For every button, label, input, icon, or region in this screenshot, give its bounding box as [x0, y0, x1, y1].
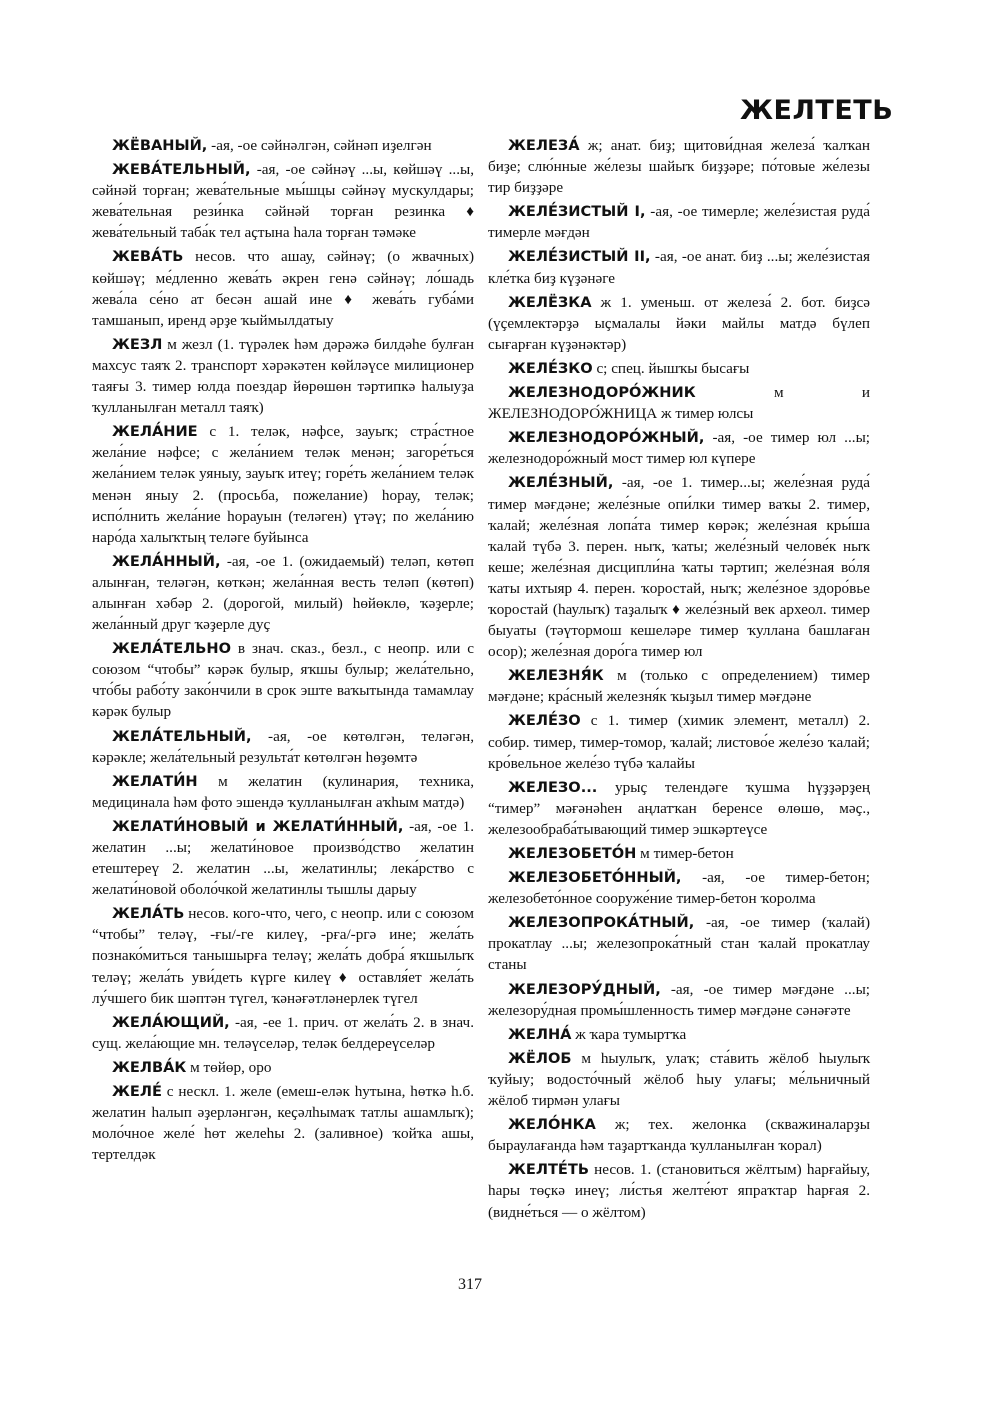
headword: ЖЕЛЕ́ЗО — [508, 712, 581, 730]
definition: -ая, -ое анат. биҙ ...ы; желе́зистая кле́тка биҙ күҙәнәге — [488, 248, 870, 287]
definition: м и ЖЕЛЕЗНОДОРО́ЖНИЦА ж тимер юлсы — [488, 384, 870, 423]
left-column — [92, 135, 474, 1168]
definition: -ая, -ое тимер-бетон; железобето́нное сооруже́ние тимер-бетон ҡоролма — [488, 869, 870, 908]
dictionary-entry — [92, 726, 474, 768]
headword: ЖЕЛНА́ — [508, 1025, 572, 1043]
dictionary-entry — [488, 427, 870, 469]
headword: ЖЕЛА́НИЕ — [112, 423, 198, 441]
dictionary-entry — [488, 1024, 870, 1045]
headword: ЖЕЛЕЗНОДОРО́ЖНИК — [508, 384, 696, 402]
headword: ЖЕЛА́ТЬ — [112, 905, 185, 923]
definition: -ая, -ое көтөлгән, теләгән, кәрәкле; жела́тельный результа́т көтөлгән һөҙөмтә — [92, 727, 474, 766]
headword: ЖЕЛЕЗОБЕТО́Н — [508, 845, 637, 862]
definition: -ая, -ое тимерле; желе́зистая руда́ тимерле мәғдән — [488, 203, 870, 242]
definition: -ая, -ее 1. прич. от жела́ть 2. в знач. сущ. жела́ющие мн. теләүселәр, теләк белдереүселәр — [92, 1013, 474, 1052]
headword: ЖЕЛО́НКА — [508, 1116, 596, 1134]
dictionary-entry — [488, 710, 870, 773]
dictionary-entry — [488, 979, 870, 1021]
definition: с 1. теләк, нәфсе, зауыҡ; стра́стное жела́ние нәфсе; с жела́нием теләк менән; загоре́ться жела́нием теләк уяныу, зауыҡ итеү; горе́ть жела́нием теләк менән яныу 2. (просьба, пожелание) һорау, теләк; испо́лнить жела́ние һорауын (теләген) үтәү; по жела́нию наро́да халыҡтың теләге буйынса — [92, 423, 474, 546]
dictionary-entry — [488, 358, 870, 379]
dictionary-entry — [92, 334, 474, 418]
definition: ж 1. уменьш. от железа́ 2. бот. биҙсә (үҫемлектәрҙә ыҫмалалы йәки майлы матдә бүлеп сығарған күҙәнәктәр) — [488, 293, 870, 353]
headword: ЖЕВА́ТЕЛЬНЫЙ, — [112, 161, 251, 179]
headword: ЖЕЛЕЗА́ — [508, 137, 580, 154]
headword: ЖЕЛТЕ́ТЬ — [508, 1161, 589, 1179]
headword: ЖЕЛАТИ́Н — [112, 772, 198, 790]
dictionary-entry — [92, 771, 474, 813]
headword: ЖЕЛЕ́ЗИСТЫЙ I, — [508, 203, 646, 221]
definition: ж; тех. желонка (скважиналарҙы быраулағанда һәм таҙартҡанда ҡулланылған ҡорал) — [488, 1116, 870, 1155]
definition: -ая, -ое тимер (ҡалай) прокатлау ...ы; железопрока́тный стан ҡалай прокатлау станы — [488, 914, 870, 974]
definition: м жезл (1. түрәлек һәм дәрәжә билдәһе булған махсус таяҡ 2. транспорт хәрәкәтен көйләүсе милиционер таяғы 3. тимер юлда поездар йөрөшөн тәртипкә һалыуҙа ҡулланылған металл таяҡ) — [92, 335, 474, 417]
right-column — [488, 135, 870, 1226]
dictionary-entry — [488, 1114, 870, 1156]
definition: -ая, -ое 1. тимер...ы; желе́зная руда́ тимер мәғдәне; желе́зные опи́лки тимер ваҡы 2. тимер, ҡалай; желе́зная лопа́та тимер көрәк; желе́зная кры́ша ҡалай түбә 3. перен. ныҡ, ҡаты; желе́зный челове́к ныҡ кеше; желе́зная дисципли́на ҡаты тәртип; желе́зная во́ля ҡаты ихтыяр 4. перен. ҡоростай, ныҡ; желе́зное здоро́вье ҡоростай (һаулыҡ) таҙалыҡ ♦ желе́зный век археол. тимер быуаты (тәүтормош кешеләре тимер ҡуллана башлаған осор); желе́зная доро́га тимер юл — [488, 474, 870, 661]
dictionary-entry — [488, 292, 870, 355]
headword: ЖЕЛЁЗКА — [508, 293, 592, 311]
dictionary-entry — [92, 903, 474, 1008]
definition: несов. что ашау, сәйнәү; (о жвачных) көйшәү; ме́дленно жева́ть әкрен генә сәйнәү; ло́шадь жева́ла се́но ат бесән ашай ине ♦ жева́ть губа́ми тамшанып, иренд әрҙе ҡыймылдатыу — [92, 248, 474, 329]
definition: м һыулыҡ, улаҡ; ста́вить жёлоб һыулыҡ ҡуйыу; водосто́чный жёлоб һыу улағы; ме́льничный жёлоб тирмән улағы — [488, 1049, 870, 1110]
headword: ЖЕВА́ТЬ — [112, 248, 184, 266]
dictionary-entry — [92, 816, 474, 900]
definition: с; спец. йышҡы бысағы — [592, 359, 750, 377]
dictionary-entry — [92, 638, 474, 722]
definition: м желатин (кулинария, техника, медицинала һәм фото эшендә ҡулланылған аҡһым матдә) — [92, 772, 474, 811]
dictionary-entry — [92, 1057, 474, 1078]
headword: ЖЕЛЕ́ЗИСТЫЙ II, — [508, 248, 651, 266]
dictionary-entry — [92, 1081, 474, 1165]
dictionary-entry — [488, 867, 870, 909]
headword: ЖЕЛЕЗОПРОКА́ТНЫЙ, — [508, 914, 695, 932]
definition: -ая, -ое сәйнәү ...ы, көйшәү ...ы, сәйнәй торған; жева́тельные мы́шцы сәйнәү мускулдары; жева́тельная рези́нка сәйнәй торған резинка ♦ жева́тельный таба́к тел аҫтына һала торған тәмәке — [92, 161, 474, 242]
dictionary-entry — [92, 1012, 474, 1054]
definition: -ая, -ое сәйнәлгән, сәйнәп иҙелгән — [207, 137, 432, 154]
definition: -ая, -ое тимер мәғдәне ...ы; железору́дная промы́шленность тимер мәғдәне сәнәғәте — [488, 980, 870, 1019]
headword: ЖЕЗЛ — [112, 335, 163, 353]
dictionary-entry — [488, 246, 870, 288]
dictionary-entry — [488, 912, 870, 975]
dictionary-entry — [488, 382, 870, 424]
dictionary-entry — [488, 1159, 870, 1222]
definition: несов. кого-что, чего, с неопр. или с союзом “чтобы” теләү, -ғы/-ге килеү, -рға/-ргә ине; жела́ть познако́миться танышырға теләү; жела́ть добра́ яҡшылыҡ теләү; жела́ть уви́деть күргe килеү ♦ оставля́ет жела́ть лу́чшего бик шәптән түгел, ҡәнәғәтләнерлек түгел — [92, 905, 474, 1007]
definition: -ая, -ое 1. (ожидаемый) теләп, көтөп алынған, теләгән, көткән; жела́нная весть теләп (көтөп) алынған хәбәр 2. (дорогой, милый) һөйөклө, ҡәҙерле; жела́нный друг ҡәҙерле дуҫ — [92, 552, 474, 634]
definition: м (только с определением) тимер мәғдәне; кра́сный железня́к ҡыҙыл тимер мәғдәне — [488, 667, 870, 706]
dictionary-entry — [488, 472, 870, 662]
dictionary-entry — [488, 777, 870, 840]
dictionary-entry — [488, 843, 870, 864]
headword: ЖЕЛЕЗОБЕТО́ННЫЙ, — [508, 869, 682, 887]
definition: урыҫ телендәге ҡушма һүҙҙәрҙең “тимер” мәғәнәһен аңлатҡан беренсе өлөшө, мәҫ., железообраба́тывающий тимер эшкәртеүсе — [488, 778, 870, 838]
dictionary-entry — [92, 421, 474, 548]
headword: ЖЕЛВА́К — [112, 1058, 187, 1076]
headword: ЖЕЛЕ́ЗНЫЙ, — [508, 474, 614, 492]
running-head: ЖЕЛТЕТЬ — [740, 95, 894, 126]
definition: ж ҡара тумыртҡа — [571, 1025, 687, 1043]
dictionary-entry — [488, 135, 870, 198]
page-number: 317 — [458, 1276, 482, 1293]
headword: ЖЕЛА́ТЕЛЬНО — [112, 640, 232, 658]
definition: с нескл. 1. желе (емеш-еләк һутына, һөткә һ.б. желатин һалып әҙерләнгән, кеҫәлһымаҡ татлы ашамлыҡ); моло́чное желе́ һөт желеһы 2. (заливное) ҡойҡа ашы, тертелдәк — [92, 1083, 474, 1164]
dictionary-entry — [92, 246, 474, 330]
definition: -ая, -ое тимер юл ...ы; железнодоро́жный мост тимер юл күпере — [488, 429, 870, 468]
headword: ЖЁЛОБ — [508, 1049, 572, 1067]
headword: ЖЕЛЕЗО... — [508, 778, 598, 796]
dictionary-entry — [488, 201, 870, 243]
headword: ЖЕЛА́ЮЩИЙ, — [112, 1013, 230, 1031]
headword: ЖЕЛЕЗНОДОРО́ЖНЫЙ, — [508, 429, 705, 447]
headword: ЖЕЛА́ННЫЙ, — [112, 552, 221, 570]
headword: ЖЕЛЕ́ — [112, 1083, 162, 1101]
dictionary-entry — [488, 1048, 870, 1111]
headword: ЖЕЛА́ТЕЛЬНЫЙ, — [112, 727, 252, 745]
definition: несов. 1. (становиться жёлтым) һарғайыу, һары төҫкә инеү; ли́стья желте́ют япраҡтар һарғая 2. (видне́ться — о жёлтом) — [488, 1161, 870, 1221]
headword: ЖЁВАНЫЙ, — [112, 137, 208, 154]
dictionary-entry — [488, 665, 870, 707]
headword: ЖЕЛЕЗНЯ́К — [508, 667, 604, 685]
headword: ЖЕЛЕ́ЗКО — [508, 359, 593, 377]
definition: м төйөр, оро — [186, 1058, 272, 1076]
headword: ЖЕЛЕЗОРУ́ДНЫЙ, — [508, 980, 661, 998]
dictionary-entry — [92, 551, 474, 635]
definition: -ая, -ое 1. желатин ...ы; желати́новое произво́дство желатин етештереү 2. желатин ...ы, желатинлы; лека́рство с желати́новой оболо́чкой желатинлы тышлы дарыу — [92, 817, 474, 899]
definition: с 1. тимер (химик элемент, металл) 2. собир. тимер, тимер-томор, ҡалай; листово́е желе́зо ҡалай; кро́вельное желе́зо түбә ҡалайы — [488, 712, 870, 772]
headword: ЖЕЛАТИ́НОВЫЙ и ЖЕЛАТИ́ННЫЙ, — [112, 817, 404, 835]
definition: м тимер-бетон — [636, 845, 734, 862]
definition: ж; анат. биҙ; щитови́дная железа́ ҡалҡан биҙе; слю́нные же́лезы шайыҡ биҙҙәре; по́товые же́лезы тир биҙҙәре — [488, 137, 870, 197]
dictionary-entry — [92, 135, 474, 156]
dictionary-entry — [92, 159, 474, 243]
definition: в знач. сказ., безл., с неопр. или с союзом “чтобы” кәрәк булыр, яҡшы булыр; жела́тельно, что́бы рабо́ту зако́нчили в срок эште ваҡытында тамамлау кәрәк булыр — [92, 640, 474, 721]
